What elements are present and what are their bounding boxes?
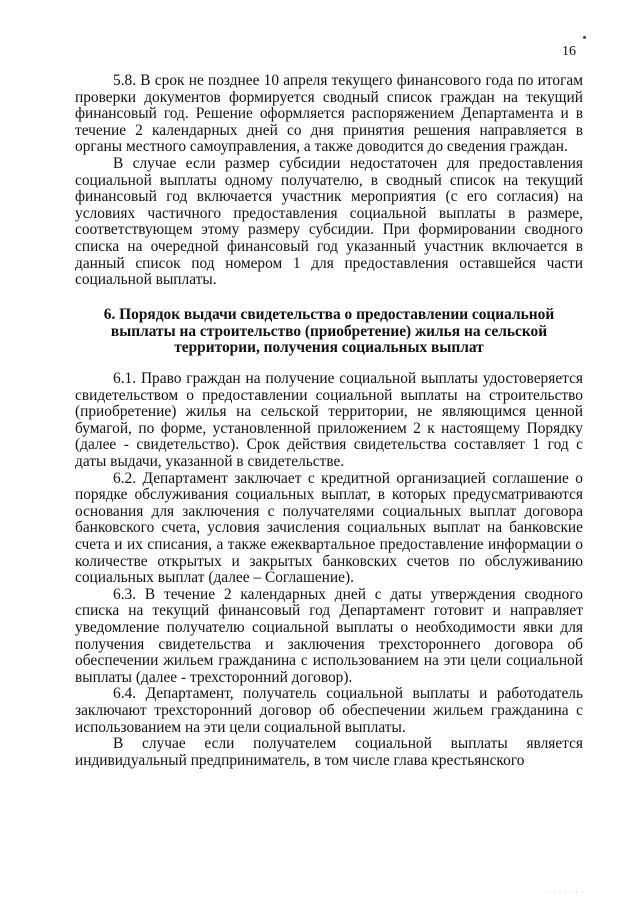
page-number: 16 xyxy=(562,44,576,59)
section-heading: 6. Порядок выдачи свидетельства о предоставлении социальной выплаты на строительство (приобретение) жилья на сельской территории, получения социальных выплат xyxy=(103,305,555,357)
scan-mark xyxy=(583,36,586,39)
paragraph-6-1: 6.1. Право граждан на получение социальной выплаты удостоверяется свидетельством о предоставлении социальной выплаты на строительство (приобретение) жилья на сельской территории, не являющимся ценной бумагой, по форме, установленной приложением 2 к настоящему Порядку (далее - свидетельство). Срок действия свидетельства составляет 1 год с даты выдачи, указанной в свидетельстве. xyxy=(75,370,583,471)
paragraph-5-8: 5.8. В срок не позднее 10 апреля текущего финансового года по итогам проверки документов формируется сводный список граждан на текущий финансовый год. Решение оформляется распоряжением Департамента и в течение 2 календарных дней со дня принятия решения направляется в органы местного самоуправления, а также доводится до сведения граждан. xyxy=(75,72,583,156)
paragraph-6-3: 6.3. В течение 2 календарных дней с даты утверждения сводного списка на текущий финансовый год Департамент готовит и направляет уведомление получателю социальной выплаты о необходимости явки для получения свидетельства и заключения трехстороннего договора об обеспечении жильем гражданина с использованием на эти цели социальной выплаты (далее - трехсторонний договор). xyxy=(75,585,583,686)
paragraph-5-8-continued: В случае если размер субсидии недостаточен для предоставления социальной выплаты одному получателю, в сводный список на текущий финансовый год включается участник мероприятия (с его согласия) на условиях частичного предоставления социальной выплаты в размере, соответствующем этому размеру субсидии. При формировании сводного списка на очередной финансовый год указанный участник включается в данный список под номером 1 для предоставления оставшейся части социальной выплаты. xyxy=(75,154,583,289)
paragraph-6-4-continued: В случае если получателем социальной выплаты является индивидуальный предприниматель, в том числе глава крестьянского xyxy=(75,735,583,769)
footer-mark: · · · · · · · xyxy=(548,890,584,896)
paragraph-6-4: 6.4. Департамент, получатель социальной выплаты и работодатель заключают трехсторонний договор об обеспечении жильем гражданина с использованием на эти цели социальной выплаты. xyxy=(75,685,583,736)
paragraph-6-2: 6.2. Департамент заключает с кредитной организацией соглашение о порядке обслуживания социальных выплат, в которых предусматриваются основания для заключения с получателями социальных выплат договора банковского счета, условия зачисления социальных выплат на банковские счета и их списания, а также ежеквартальное предоставление информации о количестве открытых и закрытых банковских счетов по обслуживанию социальных выплат (далее – Соглашение). xyxy=(75,469,583,587)
document-body xyxy=(75,73,583,769)
